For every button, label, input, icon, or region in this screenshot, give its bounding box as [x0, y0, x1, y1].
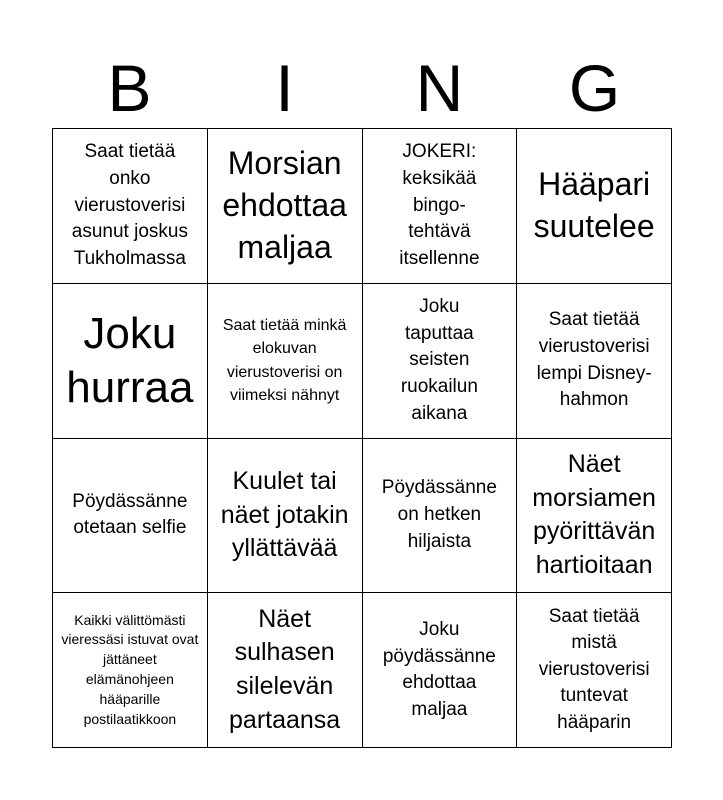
header-letter-n: N — [415, 51, 464, 125]
header-letter-b: B — [107, 51, 152, 125]
cell-text: Pöydässänne on hetken hiljaista — [381, 477, 497, 552]
cell-text: Morsian ehdottaa maljaa — [222, 145, 347, 265]
bingo-cell-r2c4[interactable] — [517, 284, 672, 439]
bingo-cell-r3c1[interactable] — [53, 439, 208, 594]
bingo-cell-r1c2[interactable] — [208, 129, 363, 284]
header-letter-g: G — [568, 51, 621, 125]
bingo-cell-r4c2[interactable] — [208, 593, 363, 748]
bingo-cell-r3c3[interactable] — [363, 439, 518, 594]
cell-text: Saat tietää mistä vierustoverisi tuntevat hääparin — [538, 605, 650, 734]
cell-text: Hääpari suutelee — [533, 166, 655, 244]
bingo-cell-r2c1[interactable] — [53, 284, 208, 439]
cell-text: JOKERI: keksikää bingo-tehtävä itsellenne — [399, 141, 480, 269]
cell-text: Saat tietää vierustoverisi lempi Disney-hahmon — [536, 309, 652, 411]
bingo-cell-r4c3[interactable] — [363, 593, 518, 748]
bingo-header — [52, 48, 672, 128]
cell-text: Joku taputtaa seisten ruokailun aikana — [400, 296, 478, 424]
cell-text: Joku pöydässänne ehdottaa maljaa — [382, 618, 496, 720]
cell-text: Näet morsiamen pyörittävän hartioitaan — [532, 449, 656, 580]
cell-text: Kuulet tai näet jotakin yllättävää — [220, 466, 349, 563]
cell-text: Joku hurraa — [66, 308, 194, 412]
bingo-grid — [52, 128, 672, 748]
bingo-cell-r3c2[interactable] — [208, 439, 363, 594]
bingo-cell-r4c1[interactable] — [53, 593, 208, 748]
bingo-cell-r1c4[interactable] — [517, 129, 672, 284]
bingo-cell-r2c3[interactable] — [363, 284, 518, 439]
cell-text: Näet sulhasen silelevän partaansa — [229, 604, 341, 734]
bingo-cell-r1c1[interactable] — [53, 129, 208, 284]
bingo-cell-r3c4[interactable] — [517, 439, 672, 594]
cell-text: Saat tietää onko vierustoverisi asunut joskus Tukholmassa — [71, 141, 188, 269]
cell-text: Kaikki välittömästi vieressäsi istuvat ovat jättäneet elämänohjeen hääparille postilaatikkoon — [61, 611, 199, 727]
cell-text: Saat tietää minkä elokuvan vierustoverisi on viimeksi nähnyt — [222, 317, 347, 404]
header-letter-i: I — [275, 51, 294, 125]
cell-text: Pöydässänne otetaan selfie — [72, 490, 188, 539]
bingo-cell-r2c2[interactable] — [208, 284, 363, 439]
bingo-cell-r4c4[interactable] — [517, 593, 672, 748]
bingo-cell-r1c3[interactable] — [363, 129, 518, 284]
